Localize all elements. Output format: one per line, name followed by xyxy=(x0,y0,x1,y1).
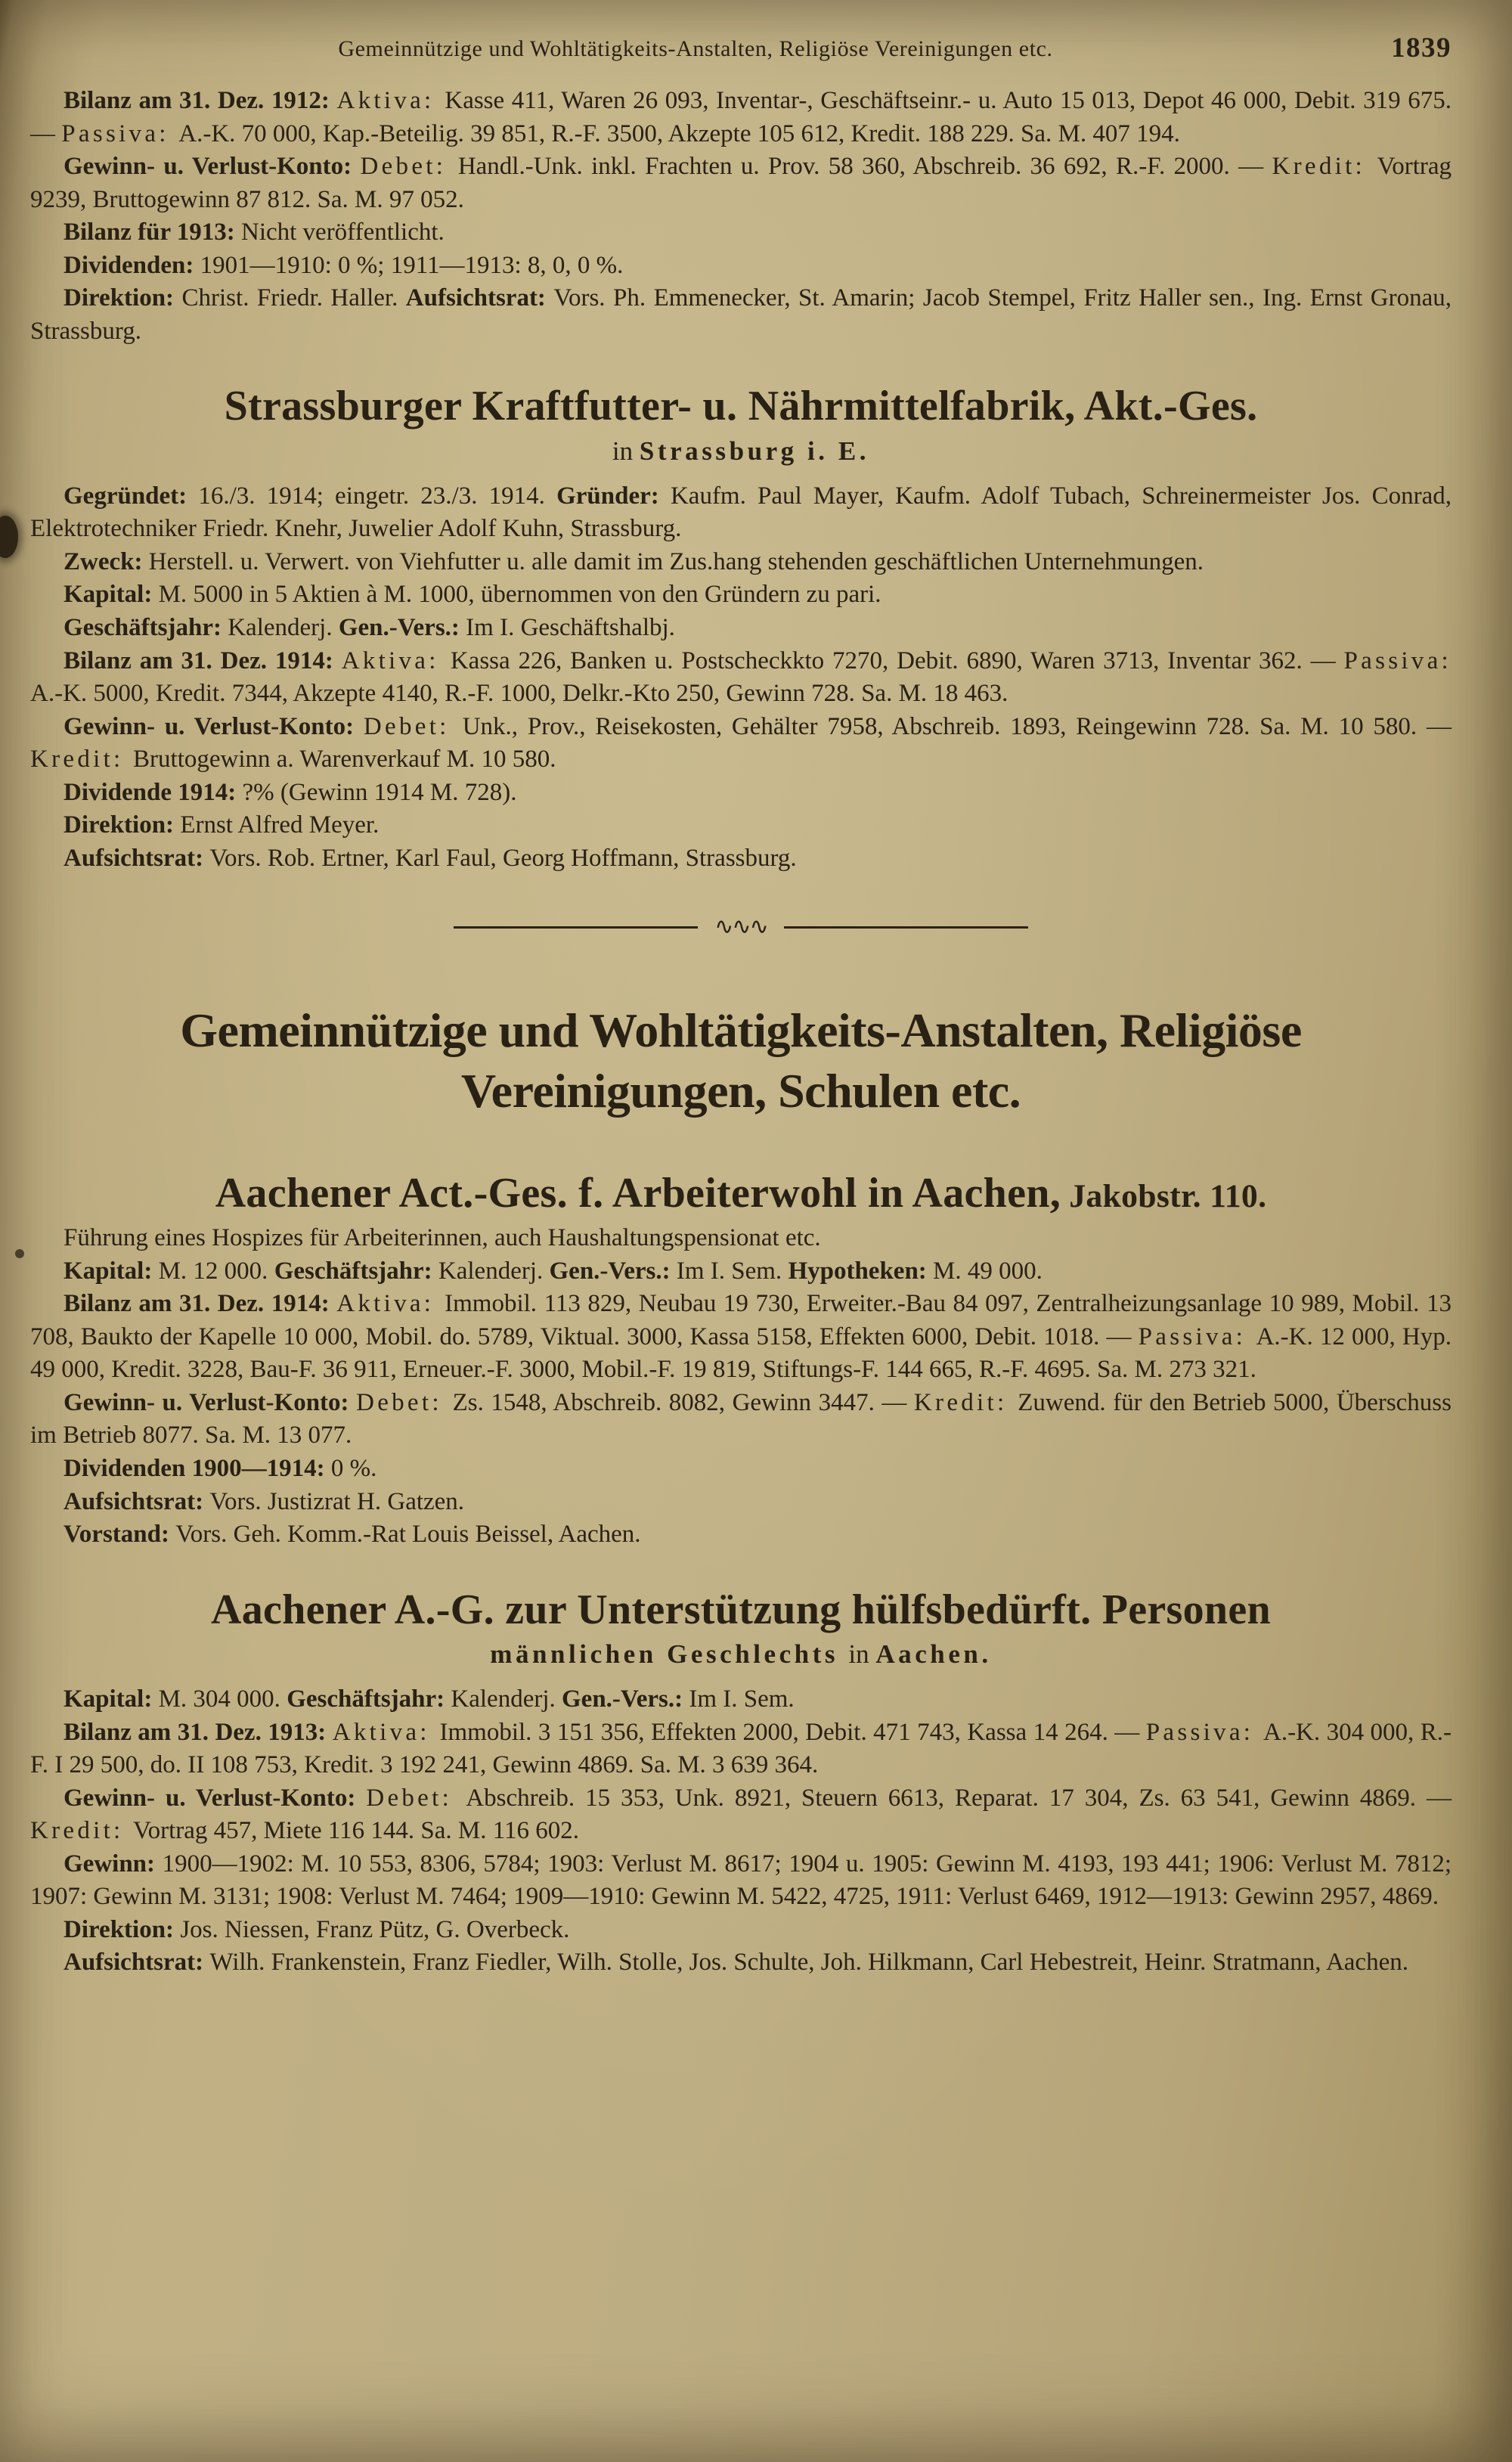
label-run: Kapital: xyxy=(64,581,159,609)
paragraph xyxy=(30,1782,1452,1848)
paragraph xyxy=(30,842,1452,876)
text-run: Debet: xyxy=(356,1388,453,1416)
paragraph xyxy=(30,1946,1452,1980)
label-run: Aufsichtsrat: xyxy=(64,1487,210,1515)
text-run: M. 12 000. xyxy=(158,1257,274,1285)
paragraph xyxy=(30,578,1452,612)
divider-line xyxy=(454,926,698,929)
paragraph xyxy=(30,1914,1452,1947)
text-run: M. 304 000. xyxy=(158,1685,287,1713)
page-number: 1839 xyxy=(1391,33,1452,64)
paragraph xyxy=(30,1453,1452,1486)
label-run: Gewinn- u. Verlust-Konto: xyxy=(64,1388,357,1416)
text-run: A.-K. 12 000, Hyp. 49 000, Kredit. 3228, Bau-F. 36 911, Erneuer.-F. 3000, Mobil.-F. 19 819, Stiftungs-F. 144 665, R.-F. 4695. Sa. M. 273 321. xyxy=(30,1322,1452,1384)
text-run: Kalenderj. xyxy=(451,1685,562,1713)
text-run: Kaufm. Paul Mayer, Kaufm. Adolf Tubach, Schreinermeister Jos. Conrad, Elektrotechniker Friedr. Knehr, Juwelier Adolf Kuhn, Strassburg. xyxy=(30,482,1452,543)
label-run: Dividenden 1900—1914: xyxy=(64,1454,331,1482)
text-run: Christ. Friedr. Haller. xyxy=(181,284,406,312)
text-run: Strassburger Kraftfutter- u. Nährmittelfabrik, Akt.-Ges. xyxy=(224,383,1258,430)
paragraph xyxy=(30,250,1452,283)
text-run: 16./3. 1914; eingetr. 23./3. 1914. xyxy=(198,482,557,510)
label-run: Direktion: xyxy=(64,284,182,312)
entry-title xyxy=(30,1170,1452,1217)
text-run: Aktiva: xyxy=(341,647,451,674)
section-heading-line: Vereinigungen, Schulen etc. xyxy=(460,1064,1021,1118)
paragraph xyxy=(30,1683,1452,1716)
paragraph xyxy=(30,809,1452,842)
label-run: Gewinn- u. Verlust-Konto: xyxy=(64,712,364,740)
text-run: Jakobstr. 110. xyxy=(1061,1178,1267,1215)
text-run: Kassa 226, Banken u. Postscheckkto 7270, Debit. 6890, Waren 3713, Inventar 362. — xyxy=(450,647,1344,674)
text-run: Vors. Geh. Komm.-Rat Louis Beissel, Aachen. xyxy=(175,1521,641,1549)
label-run: Kapital: xyxy=(64,1257,159,1285)
paragraph xyxy=(30,711,1452,777)
paragraph xyxy=(30,1387,1452,1453)
divider-line xyxy=(784,926,1028,929)
text-run: Vors. Ph. Emmenecker, St. Amarin; Jacob Stempel, Fritz Haller sen., Ing. Ernst Gronau, Strassburg. xyxy=(30,284,1452,345)
label-run: Geschäftsjahr: xyxy=(274,1257,438,1285)
text-run: Aachener Act.-Ges. f. Arbeiterwohl in Aachen, xyxy=(215,1170,1061,1217)
paragraph xyxy=(30,1255,1452,1288)
paragraph xyxy=(30,85,1452,150)
label-run: Aufsichtsrat: xyxy=(64,1949,210,1977)
running-title: Gemeinnützige und Wohltätigkeits-Anstalten, Religiöse Vereinigungen etc. xyxy=(338,36,1053,61)
paragraph xyxy=(30,150,1452,216)
label-run: Gewinn: xyxy=(64,1850,163,1878)
text-run: Handl.-Unk. inkl. Frachten u. Prov. 58 360, Abschreib. 36 692, R.-F. 2000. — xyxy=(457,153,1272,181)
paragraph xyxy=(30,216,1452,250)
label-run: Gen.-Vers.: xyxy=(338,614,466,642)
paragraph xyxy=(30,1848,1452,1914)
label-run: Hypotheken: xyxy=(788,1257,934,1285)
label-run: Dividenden: xyxy=(64,251,200,279)
text-run: 0 %. xyxy=(330,1454,377,1482)
label-run: Strassburg i. E. xyxy=(639,436,870,467)
paragraph xyxy=(30,645,1452,711)
label-run: Gen.-Vers.: xyxy=(549,1257,677,1285)
section-heading-line: Gemeinnützige und Wohltätigkeits-Anstalten, Religiöse xyxy=(180,1003,1302,1058)
text-run: Passiva: xyxy=(1138,1322,1256,1350)
text-run: ?% (Gewinn 1914 M. 728). xyxy=(242,778,517,806)
text-run: in xyxy=(612,436,640,467)
text-run: Vors. Rob. Ertner, Karl Faul, Georg Hoffmann, Strassburg. xyxy=(209,844,797,872)
text-run: Kalenderj. xyxy=(228,614,339,642)
text-run: Ernst Alfred Meyer. xyxy=(180,811,380,839)
label-run: Kapital: xyxy=(64,1685,159,1713)
text-run: Kredit: xyxy=(1272,153,1377,181)
paragraph xyxy=(30,777,1452,810)
text-run: Debet: xyxy=(360,153,458,181)
label-run: Bilanz für 1913: xyxy=(64,219,241,247)
paragraph xyxy=(30,546,1452,579)
text-run: Kredit: xyxy=(30,1817,134,1845)
label-run: Aachen. xyxy=(875,1639,992,1670)
label-run: Dividende 1914: xyxy=(64,778,243,806)
section-heading xyxy=(30,1000,1452,1121)
text-run: Bruttogewinn a. Warenverkauf M. 10 580. xyxy=(133,746,556,774)
label-run: Gewinn- u. Verlust-Konto: xyxy=(64,1784,367,1812)
text-run: Herstell. u. Verwert. von Viehfutter u. alle damit im Zus.hang stehenden geschäftlichen Unternehmungen. xyxy=(148,547,1204,575)
text-run: 1900—1902: M. 10 553, 8306, 5784; 1903: Verlust M. 8617; 1904 u. 1905: Gewinn M. 4193, 193 441; 1906: Verlust M. 7812; 1907: Gewinn M. 3131; 1908: Verlust M. 7464; 1909—1910: Gewinn M. 5422, 4725, 1911: Verlust 6469, 1912—1913: Gewinn 2957, 4869. xyxy=(30,1850,1452,1911)
paragraph xyxy=(30,612,1452,645)
label-run: Zweck: xyxy=(64,547,149,575)
paragraph xyxy=(30,1518,1452,1552)
text-run: Nicht veröffentlicht. xyxy=(240,219,445,247)
paragraph xyxy=(30,1716,1452,1782)
label-run: Aufsichtsrat: xyxy=(405,284,554,312)
entry-continued-entry xyxy=(30,85,1452,348)
text-run: Im I. Sem. xyxy=(676,1257,789,1285)
content-blocks xyxy=(30,85,1452,1980)
paragraph xyxy=(30,1288,1452,1387)
paragraph xyxy=(30,282,1452,348)
page-header xyxy=(30,33,1452,64)
scan-artifact xyxy=(0,516,18,558)
label-run: Bilanz am 31. Dez. 1914: xyxy=(64,1290,337,1318)
label-run: Geschäftsjahr: xyxy=(64,614,228,642)
text-run: Wilh. Frankenstein, Franz Fiedler, Wilh. Stolle, Jos. Schulte, Joh. Hilkmann, Carl Hebestreit, Heinr. Stratmann, Aachen. xyxy=(209,1949,1408,1977)
text-run: Vors. Justizrat H. Gatzen. xyxy=(209,1487,465,1515)
label-run: männlichen Geschlechts xyxy=(490,1639,849,1670)
divider-ornament-icon: ∿∿∿ xyxy=(714,913,767,941)
text-run: Im I. Geschäftshalbj. xyxy=(466,614,675,642)
text-run: 1901—1910: 0 %; 1911—1913: 8, 0, 0 %. xyxy=(200,251,624,279)
text-run: Kredit: xyxy=(913,1388,1018,1416)
text-run: Kasse 411, Waren 26 093, Inventar-, Geschäftseinr.- u. Auto 15 013, Depot 46 000, Debit. 319 675. — xyxy=(30,87,1452,147)
text-run: M. 5000 in 5 Aktien à M. 1000, übernommen von den Gründern zu pari. xyxy=(158,581,881,609)
text-run: Aktiva: xyxy=(336,87,445,114)
label-run: Bilanz am 31. Dez. 1914: xyxy=(64,647,342,674)
entry-title xyxy=(30,383,1452,430)
text-run: Kalenderj. xyxy=(438,1257,550,1285)
text-run: A.-K. 70 000, Kap.-Beteilig. 39 851, R.-F. 3500, Akzepte 105 612, Kredit. 188 229. Sa. M. 407 194. xyxy=(178,119,1180,147)
paragraph xyxy=(30,480,1452,546)
label-run: Direktion: xyxy=(64,1915,181,1943)
text-run: Jos. Niessen, Franz Pütz, G. Overbeck. xyxy=(180,1915,570,1943)
paragraph xyxy=(30,1222,1452,1255)
label-run: Gegründet: xyxy=(64,482,199,510)
text-run: Zuwend. für den Betrieb 5000, Überschuss im Betrieb 8077. Sa. M. 13 077. xyxy=(30,1388,1452,1450)
text-run: Immobil. 113 829, Neubau 19 730, Erweiter.-Bau 84 097, Zentralheizungsanlage 10 989, Mobil. 13 708, Baukto der Kapelle 10 000, Mobil. do. 5789, Viktual. 3000, Kassa 5158, Effekten 6000, Debit. 1018. — xyxy=(30,1290,1452,1350)
label-run: Aufsichtsrat: xyxy=(64,844,210,872)
text-run: Passiva: xyxy=(61,119,179,147)
text-run: M. 49 000. xyxy=(933,1257,1043,1285)
text-run: A.-K. 5000, Kredit. 7344, Akzepte 4140, R.-F. 1000, Delkr.-Kto 250, Gewinn 728. Sa. M. 18 463. xyxy=(30,680,1009,708)
label-run: Gründer: xyxy=(556,482,671,510)
entry-aachener-arbeiterwohl xyxy=(30,1170,1452,1551)
text-run: Aktiva: xyxy=(336,1290,445,1318)
label-run: Vorstand: xyxy=(64,1521,176,1549)
text-run: Vortrag 9239, Bruttogewinn 87 812. Sa. M. 97 052. xyxy=(30,153,1452,213)
label-run: Bilanz am 31. Dez. 1913: xyxy=(64,1718,333,1746)
text-run: Kredit: xyxy=(30,746,134,774)
label-run: Bilanz am 31. Dez. 1912: xyxy=(64,87,337,114)
text-run: Aachener A.-G. zur Unterstützung hülfsbedürft. Personen xyxy=(211,1586,1271,1633)
text-run: Vortrag 457, Miete 116 144. Sa. M. 116 602. xyxy=(133,1817,580,1845)
entry-subtitle xyxy=(30,1638,1452,1671)
text-run: Im I. Sem. xyxy=(689,1685,795,1713)
text-run: Zs. 1548, Abschreib. 8082, Gewinn 3447. — xyxy=(452,1388,914,1416)
text-run: Passiva: xyxy=(1343,647,1452,674)
label-run: Gewinn- u. Verlust-Konto: xyxy=(64,153,361,181)
label-run: Gen.-Vers.: xyxy=(562,1685,689,1713)
entry-title xyxy=(30,1586,1452,1634)
paragraph xyxy=(30,1486,1452,1519)
text-run: Debet: xyxy=(366,1784,466,1812)
text-run: Debet: xyxy=(363,712,463,740)
text-run: Passiva: xyxy=(1145,1718,1263,1746)
text-run: A.-K. 304 000, R.-F. I 29 500, do. II 108 753, Kredit. 3 192 241, Gewinn 4869. Sa. M. 3 639 364. xyxy=(30,1718,1452,1779)
scan-artifact xyxy=(15,1249,24,1258)
text-run: Abschreib. 15 353, Unk. 8921, Steuern 6613, Reparat. 17 304, Zs. 63 541, Gewinn 4869. — xyxy=(466,1784,1452,1812)
text-run: Immobil. 3 151 356, Effekten 2000, Debit. 471 743, Kassa 14 264. — xyxy=(439,1718,1146,1746)
label-run: Geschäftsjahr: xyxy=(287,1685,451,1713)
text-run: Führung eines Hospizes für Arbeiterinnen, auch Haushaltungspensionat etc. xyxy=(64,1224,821,1252)
label-run: Direktion: xyxy=(64,811,181,839)
text-run: in xyxy=(848,1639,876,1670)
text-run: Aktiva: xyxy=(332,1718,440,1746)
section-divider xyxy=(454,913,1028,941)
entry-subtitle xyxy=(30,435,1452,468)
entry-strassburger-kraftfutter xyxy=(30,383,1452,875)
text-run: Unk., Prov., Reisekosten, Gehälter 7958, Abschreib. 1893, Reingewinn 728. Sa. M. 10 580. — xyxy=(462,712,1452,740)
entry-aachener-unterstuetzung xyxy=(30,1586,1452,1980)
